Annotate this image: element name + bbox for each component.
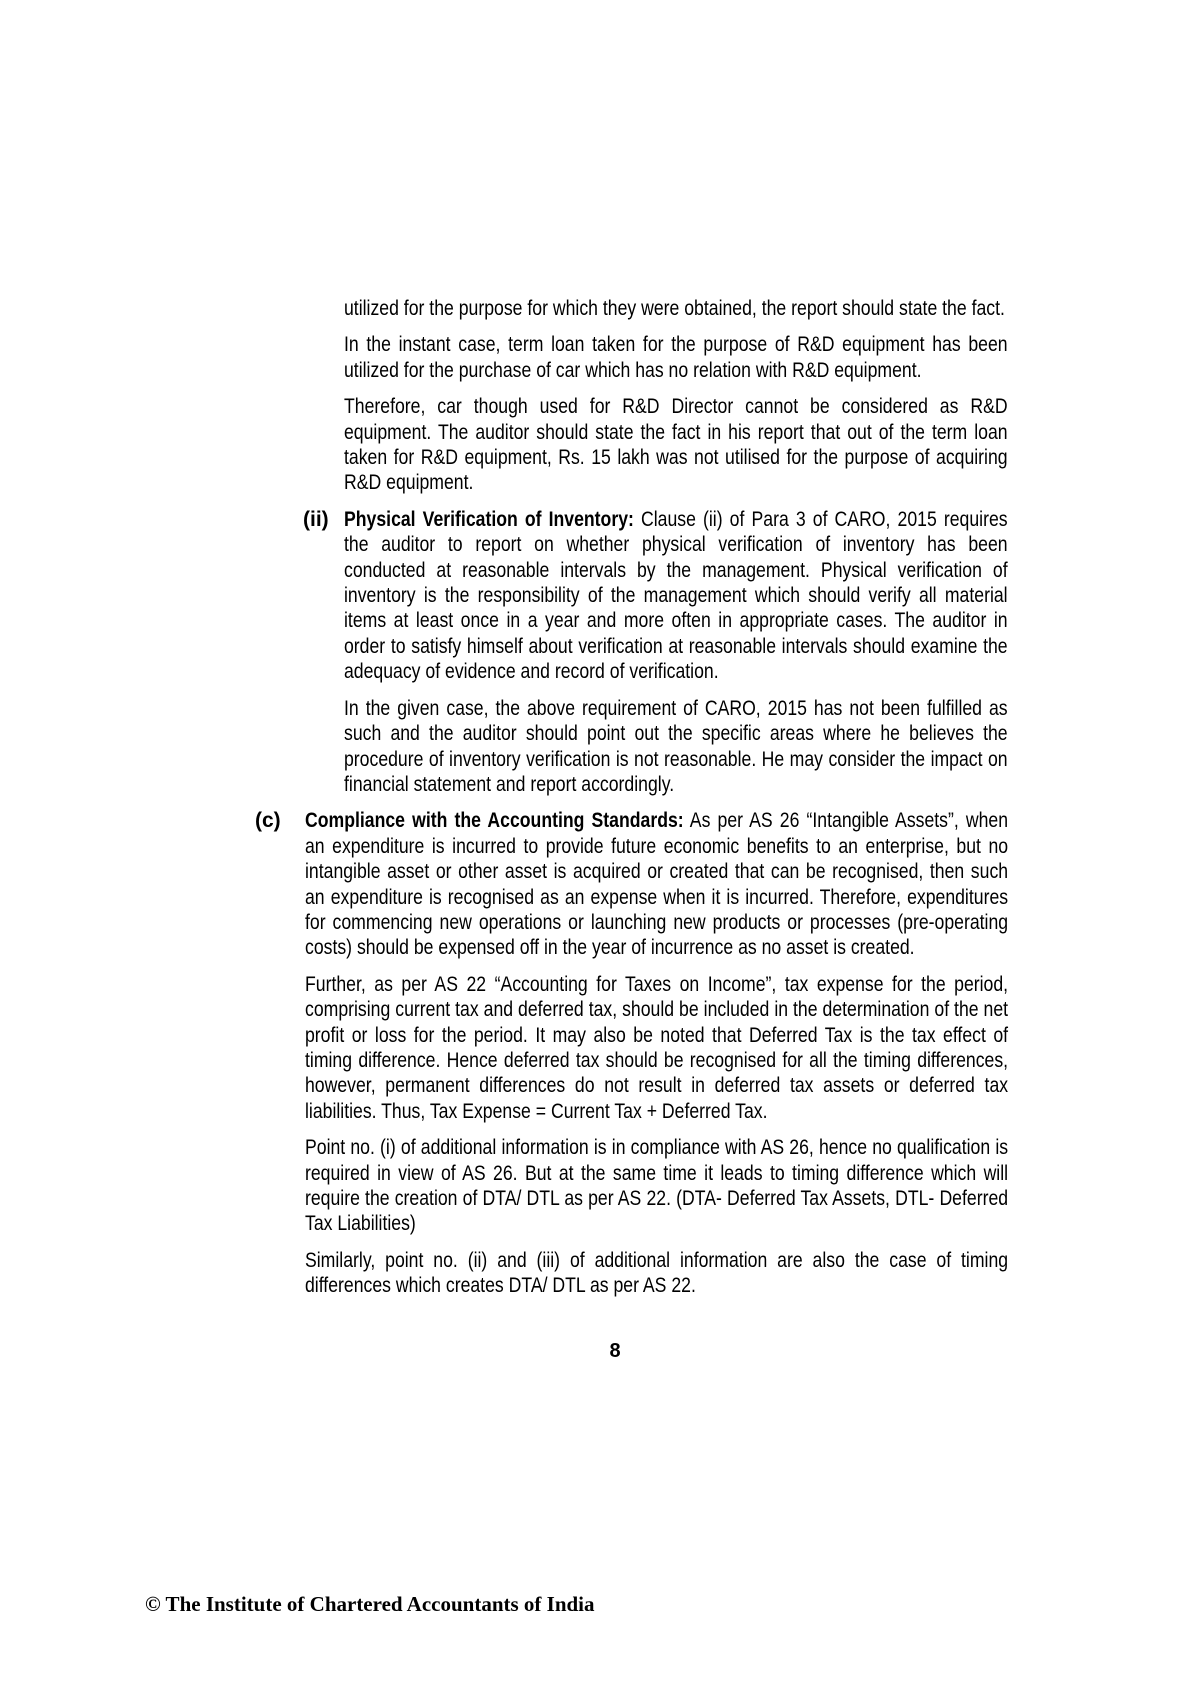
item-c-heading: Compliance with the Accounting Standards: [305, 809, 684, 833]
item-ii-heading: Physical Verification of Inventory: [344, 507, 634, 531]
paragraph: Similarly, point no. (ii) and (iii) of additional information are also the case of timing differences which creates DTA/ DTL as per AS 22. [305, 1248, 1009, 1298]
paragraph [344, 507, 1008, 685]
paragraph: Point no. (i) of additional information is in compliance with AS 26, hence no qualification is required in view of AS 26. But at the same time it leads to timing difference which will require the creation of DTA/ DTL as per AS 22. (DTA- Deferred Tax Assets, DTL- Deferred Tax Liabilities) [305, 1136, 1009, 1236]
item-c [255, 808, 1191, 1298]
paragraph: In the given case, the above requirement of CARO, 2015 has not been fulfilled as such and the auditor should point out the specific areas where he believes the procedure of inventory verification is not reasonable. He may consider the impact on financial statement and report accordingly. [344, 696, 1008, 796]
paragraph: Further, as per AS 22 “Accounting for Taxes on Income”, tax expense for the period, comprising current tax and deferred tax, should be included in the determination of the net profit or loss for the period. It may also be noted that Deferred Tax is the tax effect of timing difference. Hence deferred tax should be recognised for all the timing differences, however, permanent differences do not result in deferred tax assets or deferred tax liabilities. Thus, Tax Expense = Current Tax + Deferred Tax. [305, 972, 1009, 1123]
item-c-text: As per AS 26 “Intangible Assets”, when an expenditure is incurred to provide future economic benefits to an enterprise, but no intangible asset or other asset is acquired or created that can be recognised, then such an expenditure is recognised as an expense when it is incurred. Therefore, expenditures for commencing new operations or launching new products or processes (pre-operating costs) should be expensed off in the year of incurrence as no asset is created. [305, 809, 1009, 960]
paragraph: utilized for the purpose for which they were obtained, the report should state the fact. [344, 297, 1005, 320]
paragraph [305, 808, 1008, 960]
item-c-body [305, 808, 1008, 1298]
item-i-continuation [344, 296, 1008, 496]
copyright-footer: © The Institute of Chartered Accountants of India [145, 1592, 595, 1616]
page-number: 8 [609, 1339, 621, 1362]
item-ii-body [344, 507, 1008, 797]
item-ii-text: Clause (ii) of Para 3 of CARO, 2015 requires the auditor to report on whether physical verification of inventory has been conducted at reasonable intervals by the management. Physical verification of inventory is the responsibility of the management which should verify all material items at least once in a year and more often in appropriate cases. The auditor in order to satisfy himself about verification at reasonable intervals should examine the adequacy of evidence and record of verification. [344, 507, 1008, 684]
paragraph: In the instant case, term loan taken for the purpose of R&D equipment has been utilized for the purchase of car which has no relation with R&D equipment. [344, 333, 1008, 382]
answer-content [0, 296, 1191, 1364]
item-ii-label: (ii) [303, 507, 329, 531]
item-ii [303, 507, 1191, 797]
item-c-label: (c) [255, 809, 281, 833]
paragraph: Therefore, car though used for R&D Director cannot be considered as R&D equipment. The auditor should state the fact in his report that out of the term loan taken for R&D equipment, Rs. 15 lakh was not utilised for the purpose of acquiring R&D equipment. [344, 395, 1008, 495]
